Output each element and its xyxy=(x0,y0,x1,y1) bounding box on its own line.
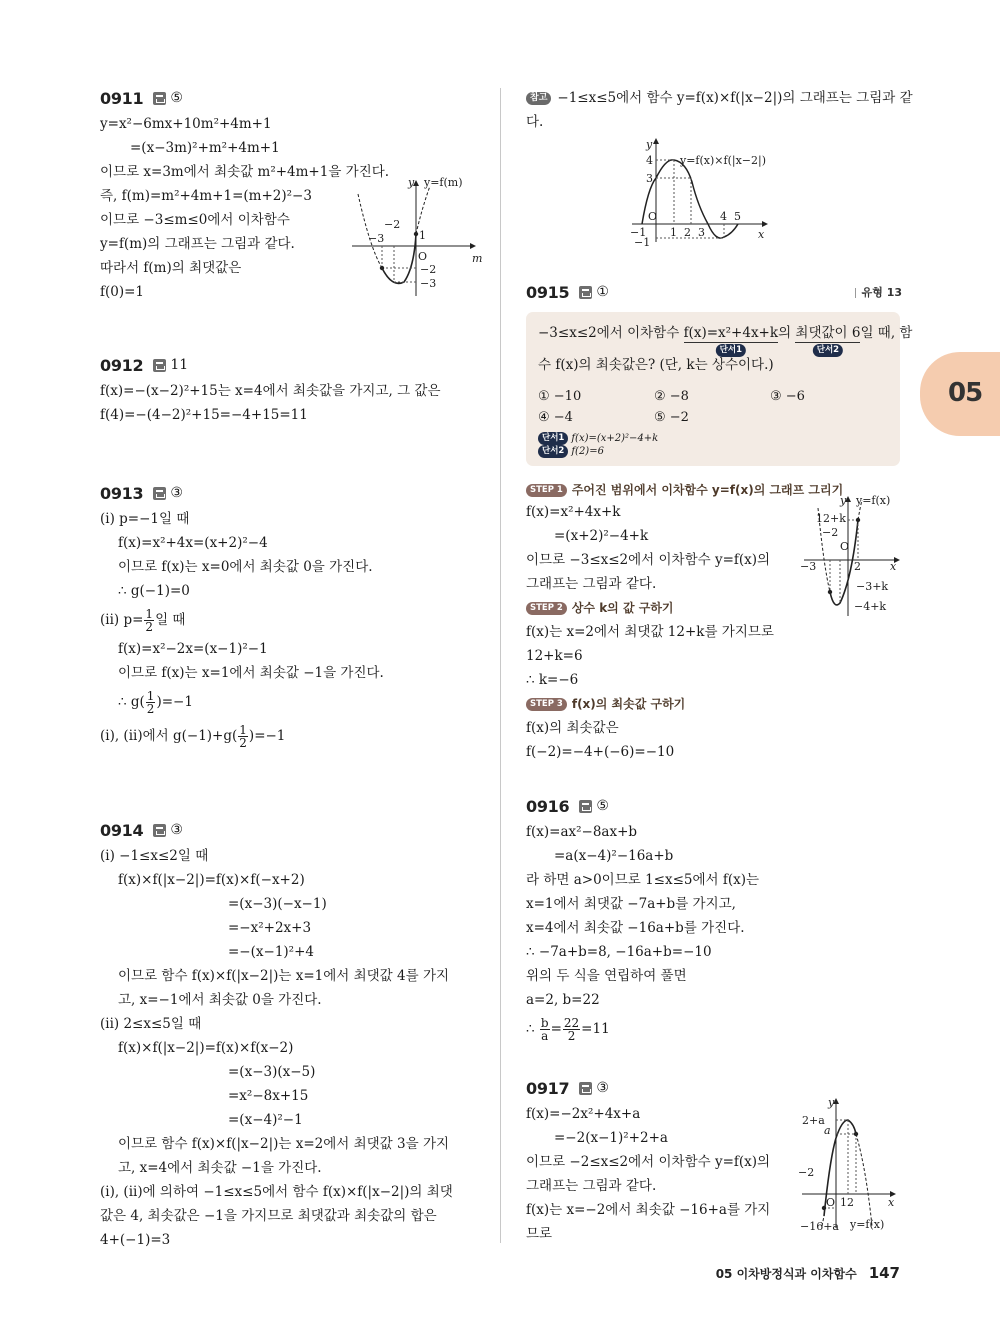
svg-text:5: 5 xyxy=(734,210,741,223)
solution-line: ∴ k=−6 xyxy=(526,672,579,688)
answer-value: 11 xyxy=(170,357,189,373)
problem-number: 0911 xyxy=(100,88,144,108)
fraction: $\frac{1}{2}$ xyxy=(239,723,247,750)
graph-f-of-m xyxy=(352,178,482,302)
solution-line: y=f(m)의 그래프는 그림과 같다. xyxy=(100,236,295,252)
svg-text:m: m xyxy=(472,252,483,265)
svg-text:12+k: 12+k xyxy=(816,512,846,525)
solution-line: 위의 두 식을 연립하여 풀면 xyxy=(526,968,687,984)
solution-line: 따라서 f(m)의 최댓값은 xyxy=(100,260,242,276)
solution-line: =−2(x−1)²+2+a xyxy=(554,1130,668,1146)
solution-line: x=4에서 최솟값 −16a+b를 가진다. xyxy=(526,920,745,936)
solution-line: =x²−8x+15 xyxy=(228,1088,309,1104)
solution-line: f(x)는 x=2에서 최댓값 12+k를 가지므로 xyxy=(526,624,774,640)
solution-line: x=1에서 최댓값 −7a+b를 가지고, xyxy=(526,896,736,912)
svg-text:y: y xyxy=(408,176,415,189)
svg-text:−4+k: −4+k xyxy=(854,600,887,613)
solution-line: 즉, f(m)=m²+4m+1=(m+2)²−3 xyxy=(100,188,312,204)
solution-line: f(−2)=−4+(−6)=−10 xyxy=(526,744,675,760)
problem-0916 xyxy=(526,794,902,1046)
solution-line: =(x−3)(−x−1) xyxy=(228,896,327,912)
solution-line: 이므로 x=3m에서 최솟값 m²+4m+1을 가진다. xyxy=(100,164,390,180)
choice-2: ② −8 xyxy=(654,389,689,404)
svg-text:−3: −3 xyxy=(420,277,437,290)
svg-text:−3+k: −3+k xyxy=(856,580,889,593)
svg-text:3: 3 xyxy=(698,226,705,239)
svg-text:y=f(x): y=f(x) xyxy=(850,1218,885,1231)
solution-line: 고, x=−1에서 최솟값 0을 가진다. xyxy=(118,992,322,1008)
solution-line: =(x−3)(x−5) xyxy=(228,1064,316,1080)
solution-line: 이므로 함수 f(x)×f(|x−2|)는 x=1에서 최댓값 4를 가지 xyxy=(118,968,450,984)
solution-line: (ii) p= $\frac{1}{2}$ 일 때 xyxy=(100,607,186,634)
page-footer xyxy=(716,1264,900,1282)
column-divider xyxy=(500,88,501,1243)
graph-product-function xyxy=(626,138,796,252)
svg-text:x: x xyxy=(888,1196,895,1209)
svg-text:y=f(x): y=f(x) xyxy=(856,494,891,507)
question-line: −3≤x≤2에서 이차함수 f(x)=x²+4x+k 단서1 의 최댓값이 6 단서2 일 때, 함 xyxy=(538,325,913,355)
solution-line: 이므로 함수 f(x)×f(|x−2|)는 x=2에서 최댓값 3을 가지 xyxy=(118,1136,450,1152)
problem-0911 xyxy=(100,86,483,304)
problem-number: 0913 xyxy=(100,483,144,503)
step-2-header: STEP 2 상수 k의 값 구하기 xyxy=(526,596,902,620)
hint-row: 단서1 f(x)=(x+2)²−4+k xyxy=(538,432,888,445)
solution-line: f(x)=x²−2x=(x−1)²−1 xyxy=(118,641,268,657)
solution-line: f(4)=−(4−2)²+15=−4+15=11 xyxy=(100,407,308,423)
problem-number: 0917 xyxy=(526,1078,570,1098)
solution-line: f(x)=x²+4x+k xyxy=(526,504,621,520)
solution-line: =−(x−1)²+4 xyxy=(228,944,314,960)
chapter-tab[interactable] xyxy=(920,352,1000,436)
problem-number: 0916 xyxy=(526,796,570,816)
clue-badge-2: 단서2 xyxy=(813,344,843,357)
answer-value: ③ xyxy=(170,822,183,838)
svg-text:y: y xyxy=(646,138,653,151)
solution-line: (i), (ii)에 의하여 −1≤x≤5에서 함수 f(x)×f(|x−2|)의 최댓 xyxy=(100,1184,453,1200)
problem-type-tag: 유형 13 xyxy=(855,284,902,300)
clue-badge-1: 단서1 xyxy=(716,344,746,357)
solution-line: 그래프는 그림과 같다. xyxy=(526,576,657,592)
solution-line: 므로 xyxy=(526,1226,553,1242)
svg-text:−2: −2 xyxy=(420,263,437,276)
solution-line: y=x²−6mx+10m²+4m+1 xyxy=(100,116,272,132)
svg-text:a: a xyxy=(824,1124,831,1137)
problem-0913 xyxy=(100,481,480,753)
step-1-header: STEP 1 주어진 범위에서 이차함수 y=f(x)의 그래프 그리기 xyxy=(526,480,902,500)
footer-chapter-title: 05 이차방정식과 이차함수 xyxy=(715,1267,857,1281)
solution-line: (i) p=−1일 때 xyxy=(100,511,190,527)
fraction: $\frac{1}{2}$ xyxy=(146,689,155,716)
svg-text:O: O xyxy=(826,1196,836,1209)
solution-line: ∴ g( $\frac{1}{2}$ )=−1 xyxy=(118,689,193,716)
solution-line: =(x−3m)²+m²+4m+1 xyxy=(130,140,280,156)
page-number: 147 xyxy=(868,1264,900,1282)
svg-text:−3: −3 xyxy=(800,560,817,573)
solution-line: 4+(−1)=3 xyxy=(100,1232,171,1248)
problem-0914 xyxy=(100,818,480,1252)
choice-5: ⑤ −2 xyxy=(654,410,689,425)
svg-text:−3: −3 xyxy=(368,232,385,245)
problem-number: 0914 xyxy=(100,820,144,840)
chapter-tab-label: 05 xyxy=(948,378,983,408)
fraction: $\frac{22}{2}$ xyxy=(563,1016,580,1043)
svg-text:y: y xyxy=(828,1096,835,1109)
clue-underline-1: f(x)=x²+4x+k 단서1 xyxy=(683,325,779,355)
answer-icon xyxy=(579,800,592,813)
svg-text:2+a: 2+a xyxy=(802,1114,825,1127)
svg-text:1: 1 xyxy=(419,229,426,242)
note-line: 참고 −1≤x≤5에서 함수 y=f(x)×f(|x−2|)의 그래프는 그림과 같 xyxy=(526,86,902,110)
answer-value: ⑤ xyxy=(170,90,183,106)
solution-line: ∴ −7a+b=8, −16a+b=−10 xyxy=(526,944,712,960)
question-line: 수 f(x)의 최솟값은? (단, k는 상수이다.) xyxy=(538,357,774,373)
hint-row: 단서2 f(2)=6 xyxy=(538,445,888,458)
choice-4: ④ −4 xyxy=(538,410,573,425)
fraction: $\frac{1}{2}$ xyxy=(145,607,154,634)
svg-text:−1: −1 xyxy=(630,226,647,239)
answer-value: ① xyxy=(596,284,609,300)
svg-text:3: 3 xyxy=(646,172,653,185)
answer-icon xyxy=(153,92,166,105)
problem-0917 xyxy=(526,1076,902,1246)
solution-line: 이므로 f(x)는 x=1에서 최솟값 −1을 가진다. xyxy=(118,665,384,681)
solution-line: ∴ g(−1)=0 xyxy=(118,583,190,599)
svg-text:O: O xyxy=(648,210,658,223)
solution-line: f(0)=1 xyxy=(100,284,145,300)
solution-line: (ii) 2≤x≤5일 때 xyxy=(100,1016,202,1032)
svg-text:y=f(m): y=f(m) xyxy=(424,176,463,189)
svg-text:1: 1 xyxy=(670,226,677,239)
solution-line: f(x)×f(|x−2|)=f(x)×f(x−2) xyxy=(118,1040,294,1056)
solution-line: 고, x=4에서 최솟값 −1을 가진다. xyxy=(118,1160,322,1176)
answer-value: ③ xyxy=(170,485,183,501)
svg-text:−2: −2 xyxy=(384,218,401,231)
svg-text:4: 4 xyxy=(646,154,653,167)
choice-1: ① −10 xyxy=(538,389,582,404)
graph-0915 xyxy=(800,494,910,622)
solution-line: f(x)=x²+4x=(x+2)²−4 xyxy=(118,535,268,551)
choice-3: ③ −6 xyxy=(770,389,805,404)
svg-text:x: x xyxy=(758,228,765,241)
solution-line: f(x)×f(|x−2|)=f(x)×f(−x+2) xyxy=(118,872,305,888)
solution-line: =a(x−4)²−16a+b xyxy=(554,848,674,864)
solution-line: f(x)=−(x−2)²+15는 x=4에서 최솟값을 가지고, 그 값은 xyxy=(100,383,441,399)
answer-icon xyxy=(153,359,166,372)
problem-number: 0915 xyxy=(526,282,570,302)
solution-line: =−x²+2x+3 xyxy=(228,920,312,936)
problem-box xyxy=(526,312,913,466)
answer-icon xyxy=(579,1082,592,1095)
svg-text:2: 2 xyxy=(854,560,861,573)
solution-line: =(x−4)²−1 xyxy=(228,1112,303,1128)
svg-text:4: 4 xyxy=(720,210,727,223)
problem-number: 0912 xyxy=(100,355,144,375)
solution-line: f(x)=ax²−8ax+b xyxy=(526,824,638,840)
solution-line: a=2, b=22 xyxy=(526,992,600,1008)
svg-text:−1: −1 xyxy=(634,236,651,249)
solution-line: (i), (ii)에서 g(−1)+g( $\frac{1}{2}$ )=−1 xyxy=(100,723,286,750)
svg-text:y: y xyxy=(840,494,847,507)
answer-choices xyxy=(538,386,888,428)
solution-line: ∴ $\frac{b}{a}$ = $\frac{22}{2}$ =11 xyxy=(526,1016,610,1043)
svg-text:2: 2 xyxy=(684,226,691,239)
svg-text:−2: −2 xyxy=(798,1166,815,1179)
svg-text:O: O xyxy=(418,250,428,263)
answer-icon xyxy=(153,487,166,500)
solution-line: (i) −1≤x≤2일 때 xyxy=(100,848,209,864)
graph-0917 xyxy=(796,1098,906,1237)
answer-icon xyxy=(153,824,166,837)
solution-line: =(x+2)²−4+k xyxy=(554,528,649,544)
answer-value: ③ xyxy=(596,1080,609,1096)
solution-line: 12+k=6 xyxy=(526,648,583,664)
svg-text:y=f(x)×f(|x−2|): y=f(x)×f(|x−2|) xyxy=(680,154,766,167)
solution-line: f(x)=−2x²+4x+a xyxy=(526,1106,641,1122)
clue-underline-2: 최댓값이 6 단서2 xyxy=(795,325,861,355)
solution-line: 값은 4, 최솟값은 −1을 가지므로 최댓값과 최솟값의 합은 xyxy=(100,1208,437,1224)
svg-text:O: O xyxy=(840,540,850,553)
solution-line: 그래프는 그림과 같다. xyxy=(526,1178,657,1194)
answer-icon xyxy=(579,286,592,299)
solution-line: 라 하면 a>0이므로 1≤x≤5에서 f(x)는 xyxy=(526,872,760,888)
problem-0915 xyxy=(526,280,913,760)
step-3-header: STEP 3 f(x)의 최솟값 구하기 xyxy=(526,692,902,716)
fraction: $\frac{b}{a}$ xyxy=(540,1016,549,1043)
answer-value: ⑤ xyxy=(596,798,609,814)
solution-line: f(x)의 최솟값은 xyxy=(526,720,619,736)
solution-line: 이므로 −3≤m≤0에서 이차함수 xyxy=(100,212,290,228)
svg-text:−16+a: −16+a xyxy=(800,1220,839,1233)
svg-text:−2: −2 xyxy=(822,526,839,539)
solution-line: 이므로 −2≤x≤2에서 이차함수 y=f(x)의 xyxy=(526,1154,771,1170)
solution-line: f(x)는 x=−2에서 최솟값 −16+a를 가지 xyxy=(526,1202,771,1218)
svg-text:12: 12 xyxy=(840,1196,854,1209)
problem-0912 xyxy=(100,353,480,427)
reference-note xyxy=(526,86,913,249)
note-line: 다. xyxy=(526,114,544,130)
solution-line: 이므로 −3≤x≤2에서 이차함수 y=f(x)의 xyxy=(526,552,771,568)
solution-line: 이므로 f(x)는 x=0에서 최솟값 0을 가진다. xyxy=(118,559,373,575)
reference-badge: 참고 xyxy=(526,92,551,105)
svg-text:x: x xyxy=(890,560,897,573)
